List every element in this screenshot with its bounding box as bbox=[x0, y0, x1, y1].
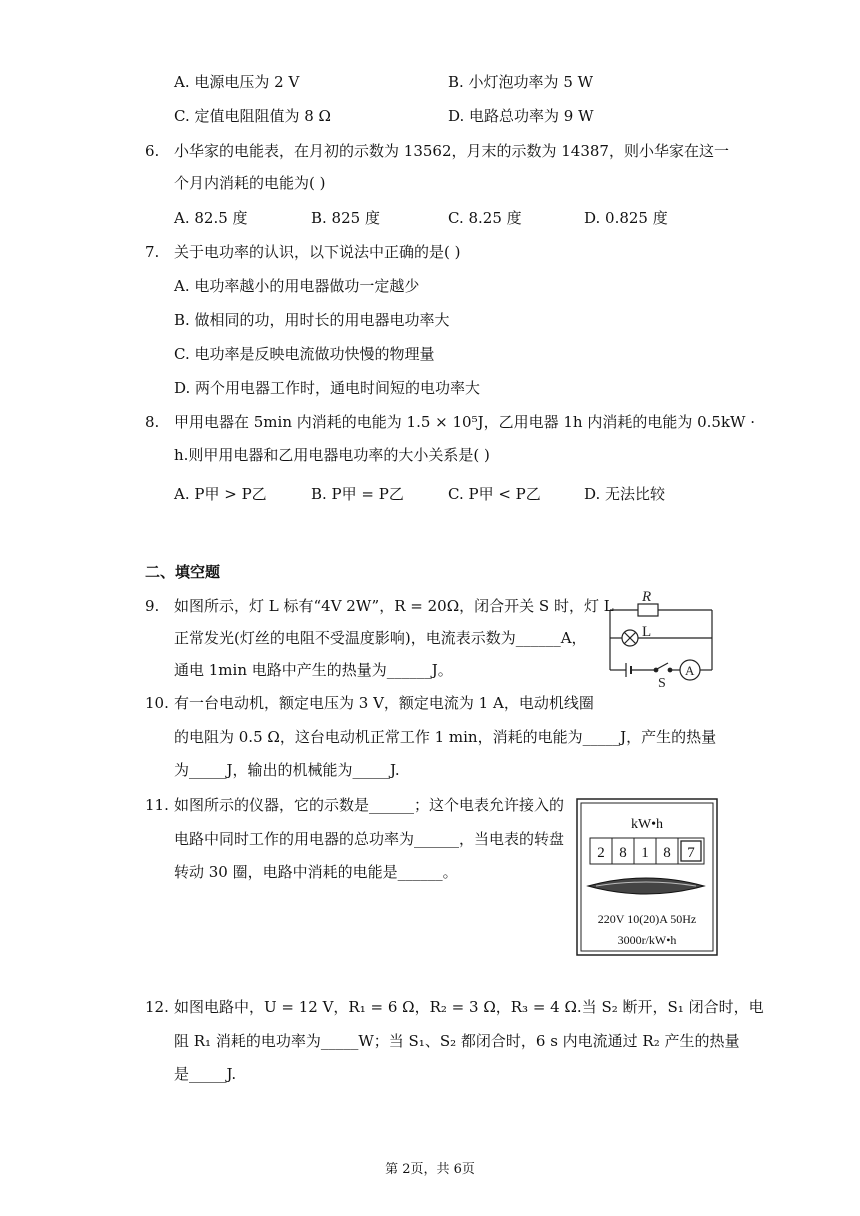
q9-stem-line2: 正常发光(灯丝的电阻不受温度影响)，电流表示数为______A， bbox=[174, 629, 587, 647]
section-title-fill-blank: 二、填空题 bbox=[145, 563, 221, 581]
q12-stem-line1: 如图电路中，U = 12 V，R₁ = 6 Ω，R₂ = 3 Ω，R₃ = 4 Ω.当 S₂ 断开，S₁ 闭合时，电 bbox=[174, 998, 764, 1016]
q12-number: 12. bbox=[145, 998, 169, 1016]
q8-option-c: C. P甲 < P乙 bbox=[448, 485, 541, 503]
circuit-label-s: S bbox=[658, 676, 666, 688]
q6-option-a: A. 82.5 度 bbox=[174, 209, 248, 227]
q6-stem-line2: 个月内消耗的电能为( ) bbox=[174, 174, 326, 192]
q9-stem-line1: 如图所示，灯 L 标有“4V 2W”，R = 20Ω，闭合开关 S 时，灯 L bbox=[174, 597, 614, 615]
q9-stem-line3: 通电 1min 电路中产生的热量为______J。 bbox=[174, 661, 453, 679]
q10-stem-line1: 有一台电动机，额定电压为 3 V，额定电流为 1 A，电动机线圈 bbox=[174, 694, 594, 712]
q11-number: 11. bbox=[145, 796, 169, 814]
q11-stem-line2: 电路中同时工作的用电器的总功率为______，当电表的转盘 bbox=[174, 830, 565, 848]
meter-digit-1: 2 bbox=[597, 845, 605, 861]
circuit-label-a: A bbox=[685, 663, 695, 678]
q6-number: 6. bbox=[145, 142, 160, 160]
q11-stem-line1: 如图所示的仪器，它的示数是______；这个电表允许接入的 bbox=[174, 796, 565, 814]
q7-option-b: B. 做相同的功，用时长的用电器电功率大 bbox=[174, 311, 450, 329]
q9-number: 9. bbox=[145, 597, 160, 615]
meter-digit-2: 8 bbox=[619, 845, 627, 861]
q11-electric-meter bbox=[576, 798, 718, 956]
q9-circuit-diagram bbox=[600, 588, 720, 688]
q5-option-c: C. 定值电阻阻值为 8 Ω bbox=[174, 107, 331, 125]
meter-digit-4: 8 bbox=[663, 845, 671, 861]
q8-option-d: D. 无法比较 bbox=[584, 485, 666, 503]
q6-stem-line1: 小华家的电能表，在月初的示数为 13562，月末的示数为 14387，则小华家在这一 bbox=[174, 142, 729, 160]
page-footer: 第 2页，共 6页 bbox=[385, 1162, 475, 1177]
circuit-label-r: R bbox=[642, 589, 652, 605]
q8-stem-line1: 甲用电器在 5min 内消耗的电能为 1.5 × 10⁵J，乙用电器 1h 内消耗的电能为 0.5kW · bbox=[174, 413, 756, 431]
q5-option-d: D. 电路总功率为 9 W bbox=[448, 107, 594, 125]
q10-stem-line3: 为_____J，输出的机械能为_____J. bbox=[174, 761, 400, 779]
q11-stem-line3: 转动 30 圈，电路中消耗的电能是______。 bbox=[174, 863, 458, 881]
q7-option-a: A. 电功率越小的用电器做功一定越少 bbox=[174, 277, 420, 295]
meter-unit-label: kW•h bbox=[630, 817, 664, 832]
q7-number: 7. bbox=[145, 243, 160, 261]
meter-digit-5: 7 bbox=[687, 845, 695, 861]
q5-option-a: A. 电源电压为 2 V bbox=[174, 73, 300, 91]
q10-stem-line2: 的电阻为 0.5 Ω，这台电动机正常工作 1 min，消耗的电能为_____J，产生的热量 bbox=[174, 728, 717, 746]
q8-stem-line2: h.则甲用电器和乙用电器电功率的大小关系是( ) bbox=[174, 446, 490, 464]
q7-stem: 关于电功率的认识，以下说法中正确的是( ) bbox=[174, 243, 461, 261]
q8-number: 8. bbox=[145, 413, 160, 431]
q6-option-d: D. 0.825 度 bbox=[584, 209, 668, 227]
q8-option-a: A. P甲 > P乙 bbox=[174, 485, 267, 503]
q12-stem-line3: 是_____J. bbox=[174, 1065, 237, 1083]
q10-number: 10. bbox=[145, 694, 169, 712]
meter-rate-label: 3000r/kW•h bbox=[617, 933, 677, 947]
q7-option-d: D. 两个用电器工作时，通电时间短的电功率大 bbox=[174, 379, 481, 397]
q5-option-b: B. 小灯泡功率为 5 W bbox=[448, 73, 594, 91]
circuit-label-l: L bbox=[642, 624, 652, 640]
q8-option-b: B. P甲 = P乙 bbox=[311, 485, 404, 503]
meter-digit-3: 1 bbox=[641, 845, 649, 861]
q6-option-b: B. 825 度 bbox=[311, 209, 380, 227]
q7-option-c: C. 电功率是反映电流做功快慢的物理量 bbox=[174, 345, 435, 363]
q12-stem-line2: 阻 R₁ 消耗的电功率为_____W；当 S₁、S₂ 都闭合时，6 s 内电流通过 R₂ 产生的热量 bbox=[174, 1032, 740, 1050]
meter-spec-label: 220V 10(20)A 50Hz bbox=[597, 912, 697, 926]
q6-option-c: C. 8.25 度 bbox=[448, 209, 522, 227]
